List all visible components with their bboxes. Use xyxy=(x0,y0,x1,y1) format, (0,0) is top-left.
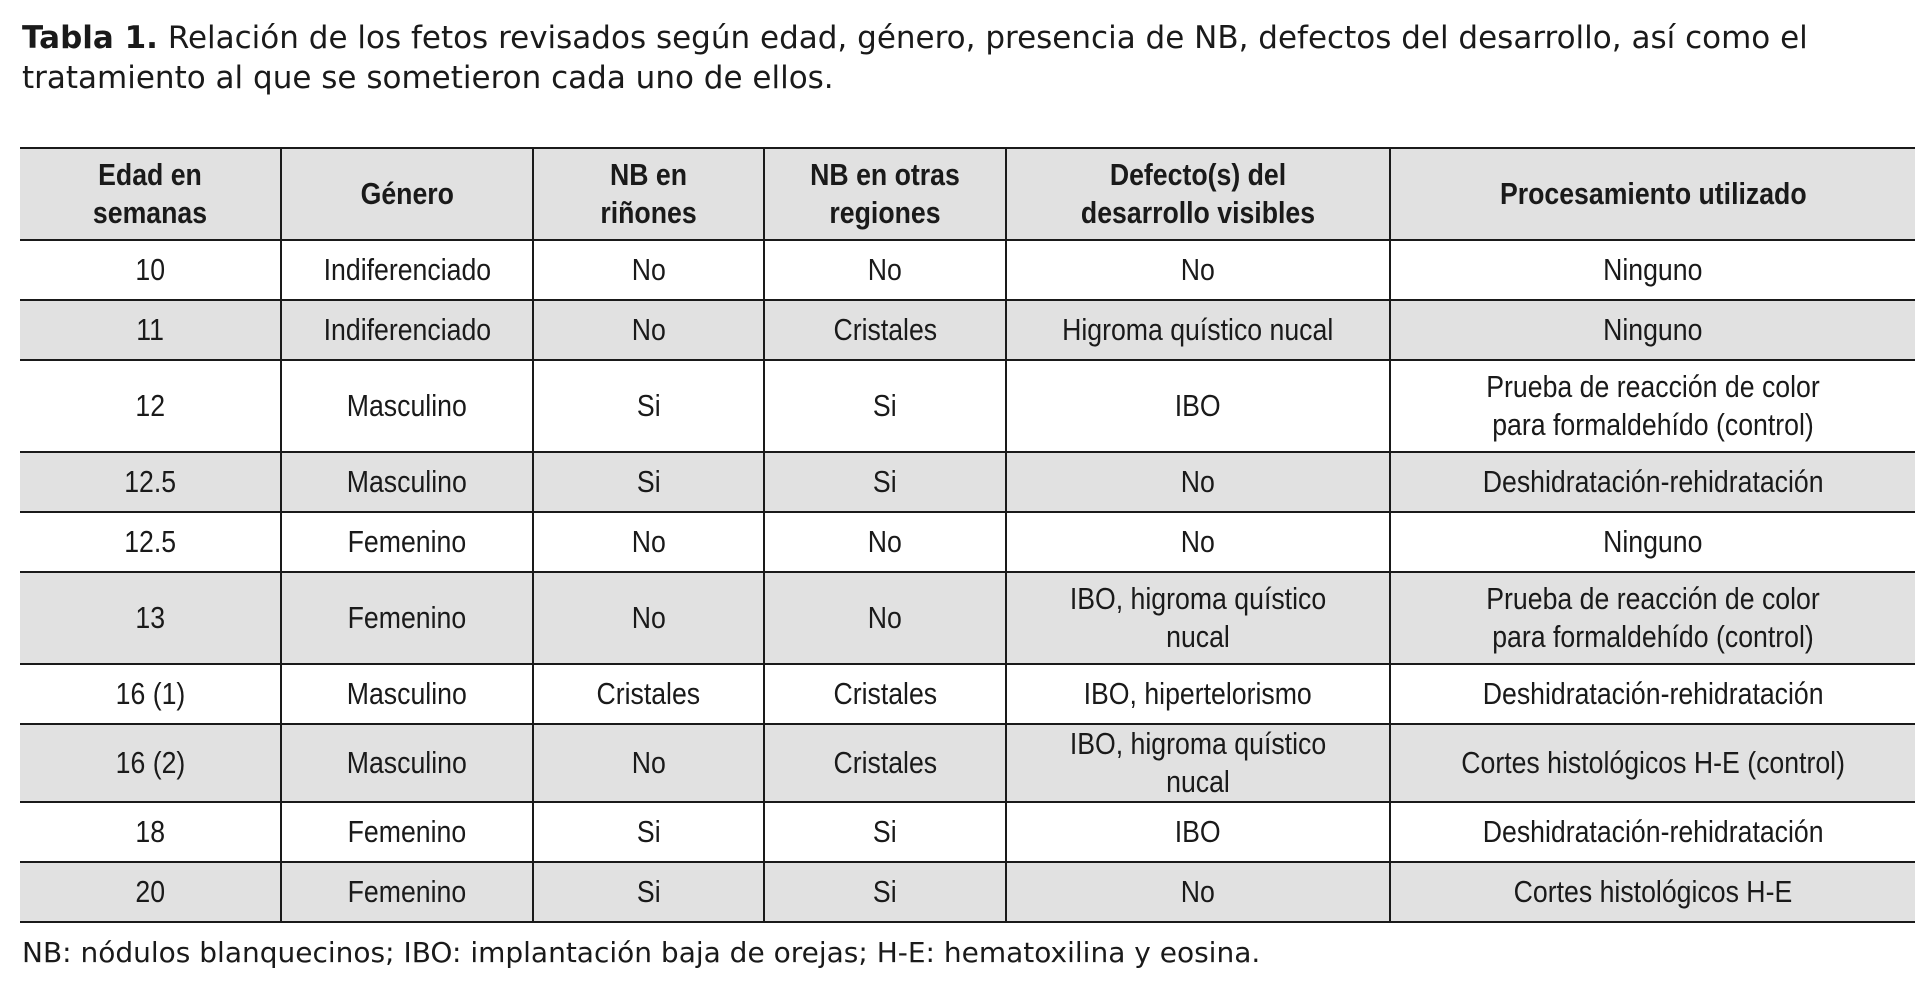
table-row xyxy=(20,802,1915,862)
cell-edad: 16 (1) xyxy=(20,664,281,724)
cell-nb-otras: Cristales xyxy=(764,664,1006,724)
table-row xyxy=(20,724,1915,802)
data-table xyxy=(20,147,1915,923)
cell-nb-rinones: Cristales xyxy=(533,664,764,724)
data-table-container xyxy=(20,147,1915,923)
cell-edad: 20 xyxy=(20,862,281,922)
header-edad: Edad en semanas xyxy=(20,148,281,240)
cell-genero: Indiferenciado xyxy=(281,300,533,360)
cell-edad: 16 (2) xyxy=(20,724,281,802)
cell-nb-otras: Cristales xyxy=(764,300,1006,360)
cell-nb-otras: No xyxy=(764,240,1006,300)
header-nb-otras-regiones: NB en otras regiones xyxy=(764,148,1006,240)
cell-nb-otras: Si xyxy=(764,360,1006,452)
cell-genero: Masculino xyxy=(281,664,533,724)
cell-edad: 12.5 xyxy=(20,452,281,512)
cell-genero: Femenino xyxy=(281,862,533,922)
table-caption-label: Tabla 1. xyxy=(22,20,158,56)
header-nb-rinones: NB en riñones xyxy=(533,148,764,240)
table-caption xyxy=(22,18,1912,98)
table-footnote: NB: nódulos blanquecinos; IBO: implantación baja de orejas; H-E: hematoxilina y eosina. xyxy=(22,936,1261,969)
cell-defectos: No xyxy=(1006,240,1390,300)
cell-edad: 12.5 xyxy=(20,512,281,572)
cell-nb-otras: Si xyxy=(764,452,1006,512)
cell-defectos: Higroma quístico nucal xyxy=(1006,300,1390,360)
cell-defectos: No xyxy=(1006,512,1390,572)
cell-nb-rinones: Si xyxy=(533,452,764,512)
table-header-row xyxy=(20,148,1915,240)
cell-genero: Indiferenciado xyxy=(281,240,533,300)
cell-defectos: IBO xyxy=(1006,802,1390,862)
cell-nb-rinones: Si xyxy=(533,862,764,922)
cell-nb-rinones: No xyxy=(533,512,764,572)
cell-nb-otras: No xyxy=(764,572,1006,664)
table-row xyxy=(20,300,1915,360)
header-procesamiento: Procesamiento utilizado xyxy=(1390,148,1915,240)
cell-procesamiento: Cortes histológicos H-E (control) xyxy=(1390,724,1915,802)
cell-edad: 18 xyxy=(20,802,281,862)
cell-procesamiento: Deshidratación-rehidratación xyxy=(1390,664,1915,724)
cell-procesamiento: Deshidratación-rehidratación xyxy=(1390,452,1915,512)
cell-defectos: No xyxy=(1006,452,1390,512)
cell-procesamiento: Cortes histológicos H-E xyxy=(1390,862,1915,922)
cell-procesamiento: Ninguno xyxy=(1390,300,1915,360)
cell-genero: Femenino xyxy=(281,572,533,664)
table-row xyxy=(20,452,1915,512)
cell-nb-otras: No xyxy=(764,512,1006,572)
table-row xyxy=(20,862,1915,922)
cell-defectos: IBO xyxy=(1006,360,1390,452)
cell-nb-rinones: No xyxy=(533,724,764,802)
cell-nb-rinones: Si xyxy=(533,802,764,862)
cell-nb-rinones: No xyxy=(533,572,764,664)
table-caption-text: Relación de los fetos revisados según edad, género, presencia de NB, defectos del desarrollo, así como el tratamiento al que se sometieron cada uno de ellos. xyxy=(22,20,1808,96)
cell-procesamiento: Ninguno xyxy=(1390,240,1915,300)
cell-procesamiento: Deshidratación-rehidratación xyxy=(1390,802,1915,862)
cell-nb-rinones: No xyxy=(533,300,764,360)
cell-defectos: IBO, hipertelorismo xyxy=(1006,664,1390,724)
cell-nb-otras: Si xyxy=(764,802,1006,862)
cell-nb-otras: Cristales xyxy=(764,724,1006,802)
cell-defectos: No xyxy=(1006,862,1390,922)
header-genero: Género xyxy=(281,148,533,240)
cell-genero: Masculino xyxy=(281,452,533,512)
table-row xyxy=(20,360,1915,452)
header-defectos: Defecto(s) del desarrollo visibles xyxy=(1006,148,1390,240)
cell-procesamiento: Prueba de reacción de color para formaldehído (control) xyxy=(1390,360,1915,452)
cell-procesamiento: Prueba de reacción de color para formaldehído (control) xyxy=(1390,572,1915,664)
cell-genero: Femenino xyxy=(281,512,533,572)
cell-nb-rinones: No xyxy=(533,240,764,300)
cell-defectos: IBO, higroma quístico nucal xyxy=(1006,724,1390,802)
cell-defectos: IBO, higroma quístico nucal xyxy=(1006,572,1390,664)
cell-genero: Femenino xyxy=(281,802,533,862)
cell-procesamiento: Ninguno xyxy=(1390,512,1915,572)
table-row xyxy=(20,240,1915,300)
cell-edad: 13 xyxy=(20,572,281,664)
cell-edad: 12 xyxy=(20,360,281,452)
cell-nb-otras: Si xyxy=(764,862,1006,922)
table-row xyxy=(20,512,1915,572)
cell-genero: Masculino xyxy=(281,360,533,452)
cell-edad: 10 xyxy=(20,240,281,300)
table-row xyxy=(20,572,1915,664)
cell-nb-rinones: Si xyxy=(533,360,764,452)
table-row xyxy=(20,664,1915,724)
cell-genero: Masculino xyxy=(281,724,533,802)
cell-edad: 11 xyxy=(20,300,281,360)
